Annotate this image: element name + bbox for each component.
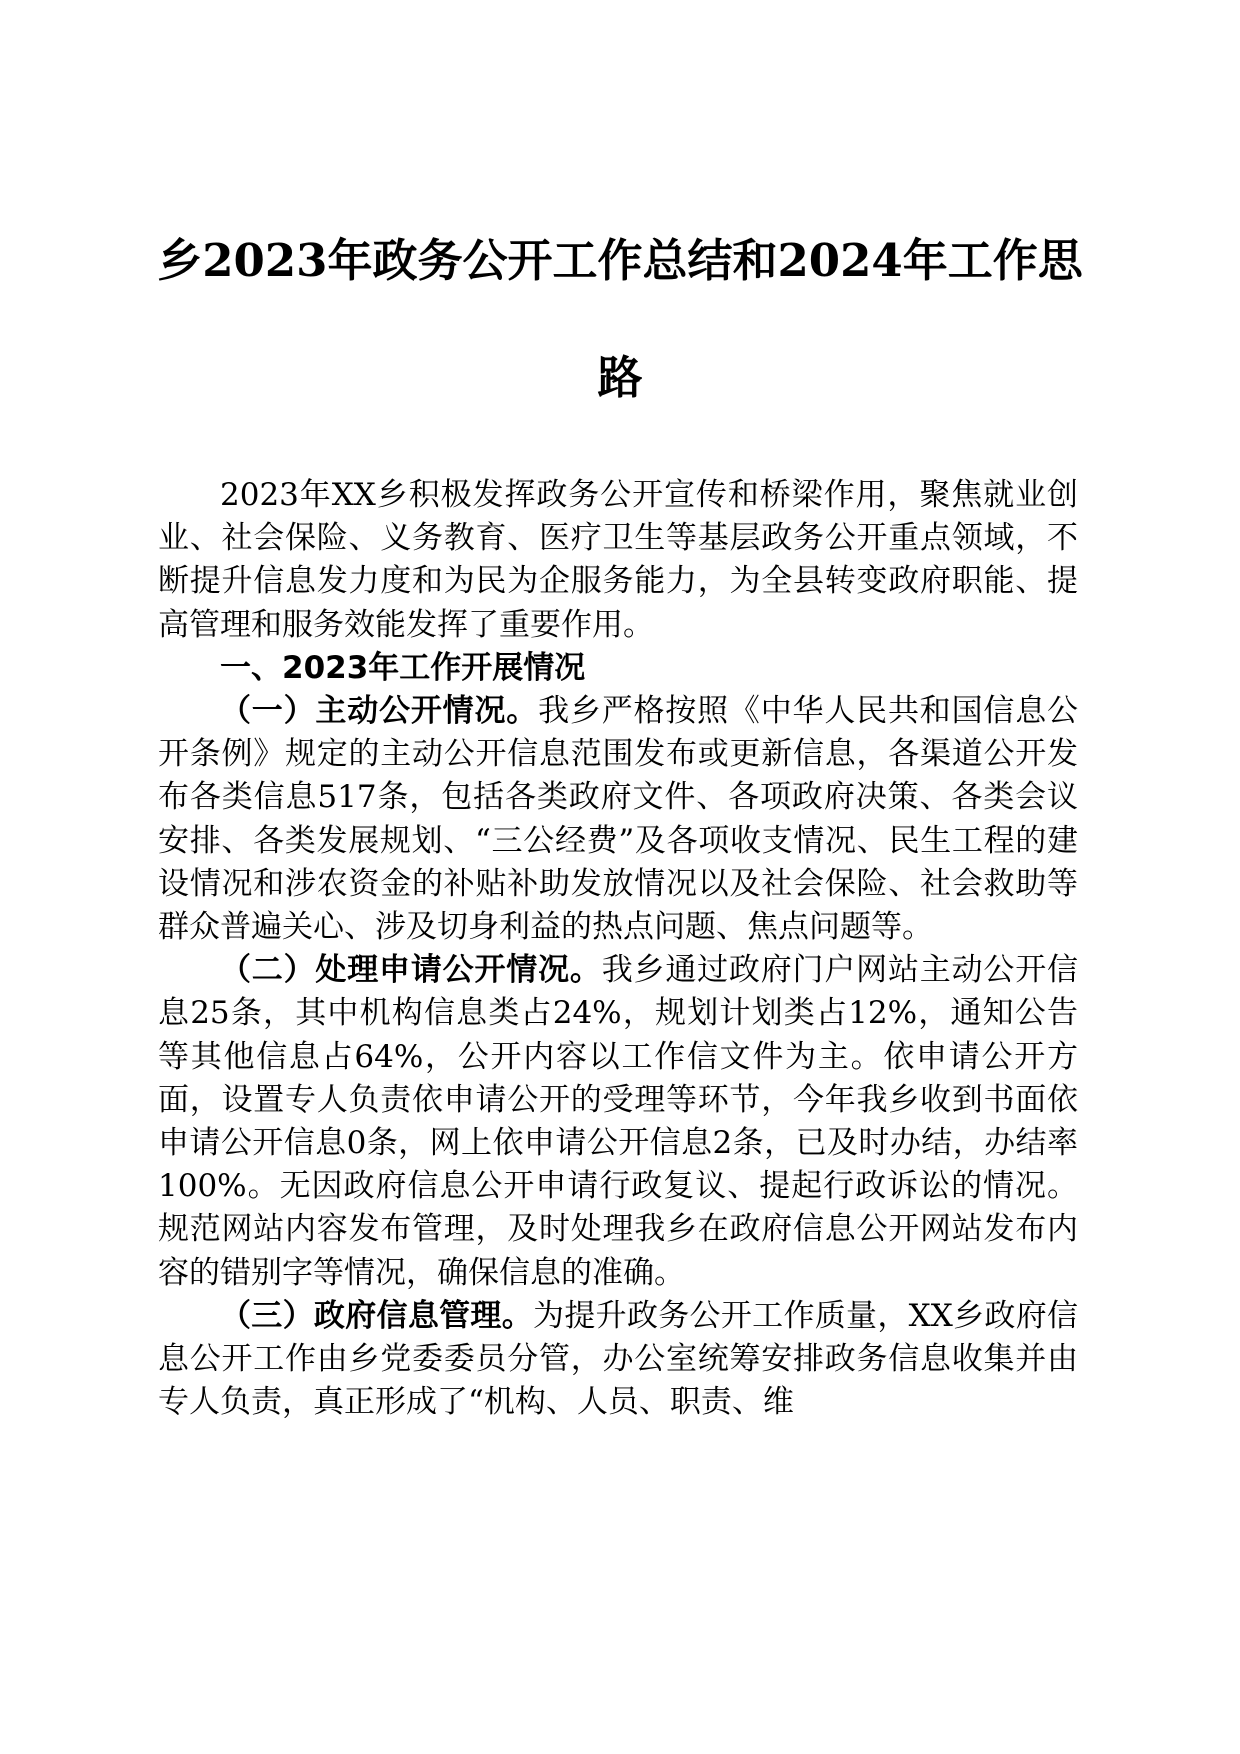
subsection-2-text: 我乡通过政府门户网站主动公开信息25条，其中机构信息类占24%，规划计划类占12%，通知公告等其他信息占64%，公开内容以工作信文件为主。依申请公开方面，设置专人负责依申请公开的受理等环节，今年我乡收到书面依申请公开信息0条，网上依申请公开信息2条，已及时办结，办结率100%。无因政府信息公开申请行政复议、提起行政诉讼的情况。规范网站内容发布管理，及时处理我乡在政府信息公开网站发布内容的错别字等情况，确保信息的准确。 bbox=[158, 952, 1079, 1291]
intro-paragraph: 2023年XX乡积极发挥政务公开宣传和桥梁作用，聚焦就业创业、社会保险、义务教育、医疗卫生等基层政务公开重点领域，不断提升信息发力度和为民为企服务能力，为全县转变政府职能、提高管理和服务效能发挥了重要作用。 bbox=[158, 477, 1078, 643]
subsection-1-paragraph bbox=[158, 690, 1078, 949]
subsection-2-paragraph bbox=[158, 949, 1078, 1295]
subsection-3-paragraph bbox=[158, 1295, 1078, 1425]
subsection-1-lead: （一）主动公开情况。 bbox=[220, 693, 539, 730]
document-title-line2: 路 bbox=[597, 351, 643, 404]
subsection-3-lead: （三）政府信息管理。 bbox=[220, 1297, 534, 1334]
subsection-1-text: 我乡严格按照《中华人民共和国信息公开条例》规定的主动公开信息范围发布或更新信息，各渠道公开发布各类信息517条，包括各类政府文件、各项政府决策、各类会议安排、各类发展规划、“三公经费”及各项收支情况、民生工程的建设情况和涉农资金的补贴补助发放情况以及社会保险、社会救助等群众普遍关心、涉及切身利益的热点问题、焦点问题等。 bbox=[158, 693, 1078, 946]
document-body bbox=[158, 474, 1078, 1424]
section-heading: 一、2023年工作开展情况 bbox=[220, 649, 586, 686]
subsection-2-lead: （二）处理申请公开情况。 bbox=[220, 952, 602, 989]
document-title-line1: 乡2023年政务公开工作总结和2024年工作思 bbox=[157, 234, 1083, 287]
subsection-3-text: 为提升政务公开工作质量，XX乡政府信息公开工作由乡党委委员分管，办公室统筹安排政务信息收集并由专人负责，真正形成了“机构、人员、职责、维 bbox=[158, 1297, 1079, 1421]
